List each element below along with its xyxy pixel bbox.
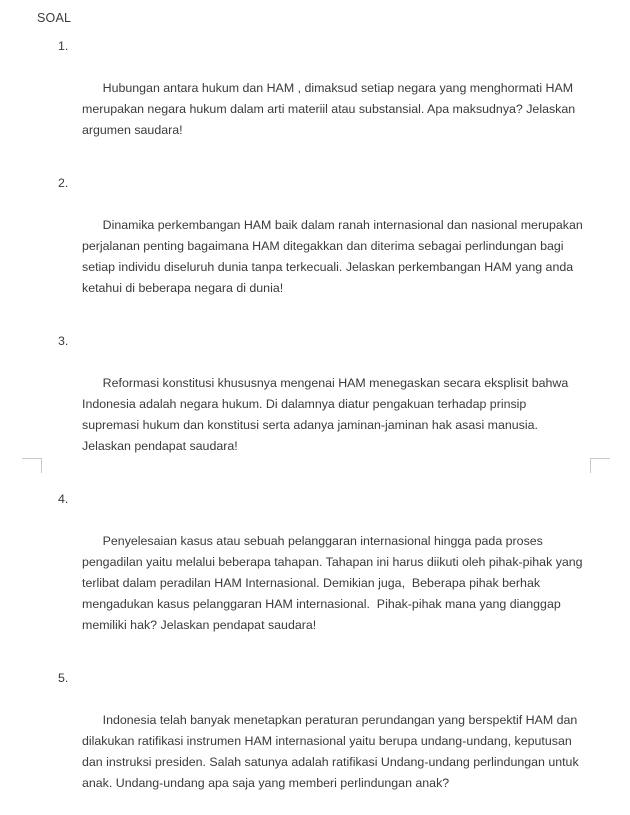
margin-corner-mark-bottom-right: [590, 458, 610, 473]
list-item-text: Hubungan antara hukum dan HAM , dimaksud setiap negara yang menghormati HAM merupakan negara hukum dalam arti materiil atau substansial. Apa maksudnya? Jelaskan argumen saudara!: [82, 81, 579, 137]
question-list: [0, 36, 630, 815]
list-item-number: 4.: [58, 492, 69, 506]
list-item-text: Reformasi konstitusi khususnya mengenai HAM menegaskan secara eksplisit bahwa Indonesia adalah negara hukum. Di dalamnya diatur pengakuan terhadap prinsip supremasi hukum dan konstitusi serta adanya jaminan-jaminan hak asasi manusia. Jelaskan pendapat saudara!: [82, 376, 572, 453]
list-item-number: 3.: [58, 334, 69, 348]
list-item-number: 5.: [58, 671, 69, 685]
list-item: [0, 489, 630, 657]
page-title: SOAL: [37, 11, 72, 25]
list-item-text: Dinamika perkembangan HAM baik dalam ranah internasional dan nasional merupakan perjalanan penting bagaimana HAM ditegakkan dan diterima sebagai perlindungan bagi setiap individu diseluruh dunia tanpa terkecuali. Jelaskan perkembangan HAM yang anda ketahui di beberapa negara di dunia!: [82, 218, 587, 295]
list-item-text: Indonesia telah banyak menetapkan peraturan perundangan yang berspektif HAM dan dilakukan ratifikasi instrumen HAM internasional yaitu berupa undang-undang, keputusan dan instruksi presiden. Salah satunya adalah ratifikasi Undang-undang perlindungan untuk anak. Undang-undang apa saja yang memberi perlindungan anak?: [82, 713, 583, 790]
list-item: [0, 668, 630, 815]
margin-corner-mark-bottom-left: [22, 458, 42, 473]
list-item: [0, 331, 630, 478]
list-item: [0, 36, 630, 162]
list-item-number: 1.: [58, 39, 69, 53]
list-item-number: 2.: [58, 176, 69, 190]
list-item-text: Penyelesaian kasus atau sebuah pelanggaran internasional hingga pada proses pengadilan yaitu melalui beberapa tahapan. Tahapan ini harus diikuti oleh pihak-pihak yang terlibat dalam peradilan HAM Internasional. Demikian juga, Beberapa pihak berhak mengadukan kasus pelanggaran HAM internasional. Pihak-pihak mana yang dianggap memiliki hak? Jelaskan pendapat saudara!: [82, 534, 587, 632]
list-item: [0, 173, 630, 320]
